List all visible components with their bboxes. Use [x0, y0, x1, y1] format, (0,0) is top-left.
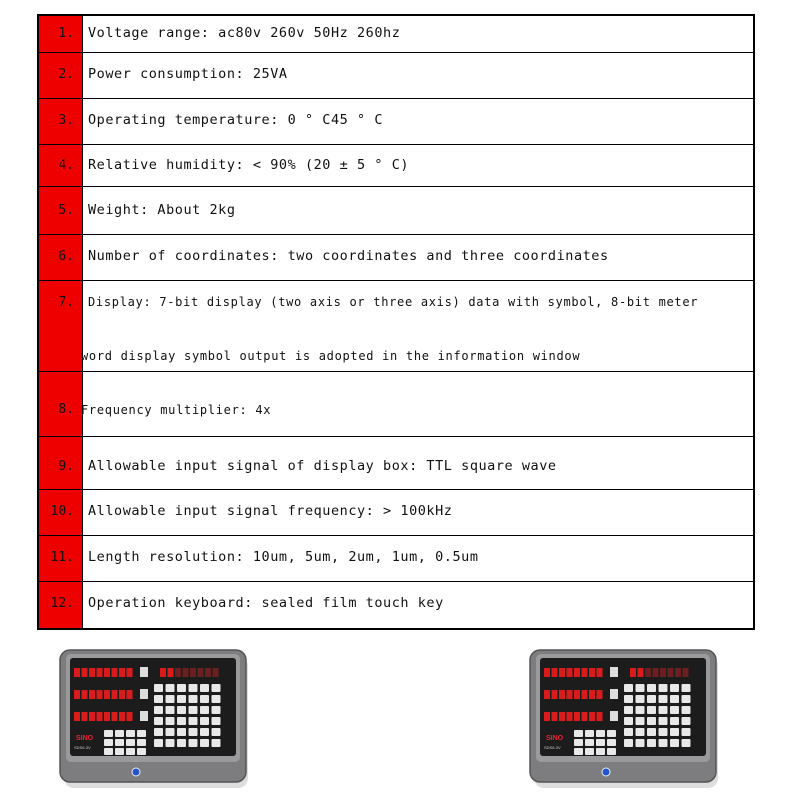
spec-text: Weight: About 2kg [88, 202, 236, 218]
keypad-key [177, 717, 186, 725]
keypad-key [212, 717, 221, 725]
led-digit [119, 668, 125, 677]
row-number-cell [39, 372, 83, 436]
led-digit [559, 712, 565, 721]
axis-key [610, 667, 618, 677]
function-key [115, 730, 124, 737]
led-digit [574, 668, 580, 677]
led-digit [190, 668, 196, 677]
led-digit [675, 668, 681, 677]
function-key [607, 730, 616, 737]
keypad-key [177, 684, 186, 692]
keypad-key [636, 695, 645, 703]
keypad-key [154, 706, 163, 714]
row-number-cell [39, 235, 83, 280]
row-text-cell [83, 536, 753, 581]
led-digit [82, 690, 88, 699]
keypad-key [154, 717, 163, 725]
keypad-key [659, 739, 668, 747]
function-key [574, 739, 583, 746]
function-key [137, 730, 146, 737]
spec-row-3 [39, 99, 753, 145]
keypad-key [636, 739, 645, 747]
spec-row-9 [39, 437, 753, 490]
function-key [574, 748, 583, 755]
function-key [596, 748, 605, 755]
led-digit [89, 690, 95, 699]
led-digit [198, 668, 204, 677]
row-number: 6. [58, 249, 74, 264]
dro-device-image-right [528, 648, 718, 786]
led-digit [112, 668, 118, 677]
row-text-cell [83, 145, 753, 186]
keypad-key [189, 717, 198, 725]
row-number-cell [39, 53, 83, 98]
led-digit [589, 668, 595, 677]
keypad-key [624, 695, 633, 703]
spec-row-12 [39, 582, 753, 628]
function-key [585, 739, 594, 746]
spec-table [37, 14, 755, 630]
led-digit [175, 668, 181, 677]
keypad-key [200, 728, 209, 736]
led-digit [582, 668, 588, 677]
row-number-cell [39, 187, 83, 234]
spec-row-10 [39, 490, 753, 536]
axis-key [610, 711, 618, 721]
led-digit [127, 668, 133, 677]
row-text-cell [83, 99, 753, 144]
keypad-key [189, 695, 198, 703]
row-number-cell [39, 490, 83, 535]
row-number: 1. [58, 26, 74, 41]
keypad-key [636, 728, 645, 736]
led-digit [559, 690, 565, 699]
model-label: SDS6-3V [74, 745, 91, 750]
led-digit [653, 668, 659, 677]
row-number: 7. [58, 295, 74, 310]
spec-text: Frequency multiplier: 4x [81, 403, 272, 417]
row-number: 9. [58, 459, 74, 474]
led-digit [82, 712, 88, 721]
keypad-key [659, 684, 668, 692]
led-digit [630, 668, 636, 677]
keypad-key [670, 717, 679, 725]
led-digit [119, 690, 125, 699]
spec-row-6 [39, 235, 753, 281]
row-number: 11. [50, 550, 74, 565]
led-digit [160, 668, 166, 677]
led-digit [574, 712, 580, 721]
led-digit [205, 668, 211, 677]
function-key [126, 730, 135, 737]
led-digit [97, 690, 103, 699]
keypad-key [682, 684, 691, 692]
keypad-key [624, 706, 633, 714]
led-digit [589, 690, 595, 699]
led-digit [582, 690, 588, 699]
keypad-key [177, 739, 186, 747]
keypad-key [647, 728, 656, 736]
model-label: SDS6-3V [544, 745, 561, 750]
function-key [115, 748, 124, 755]
keypad-key [624, 717, 633, 725]
row-text-cell [83, 235, 753, 280]
led-digit [74, 668, 80, 677]
keypad-key [200, 684, 209, 692]
keypad-key [189, 728, 198, 736]
keypad-key [659, 717, 668, 725]
dro-device-image-left [58, 648, 248, 786]
row-text-cell [83, 582, 753, 628]
function-key [596, 730, 605, 737]
keypad-key [212, 684, 221, 692]
row-number: 12. [50, 596, 74, 611]
keypad-key [670, 684, 679, 692]
spec-row-11 [39, 536, 753, 582]
row-text-cell [83, 490, 753, 535]
spec-text: Display: 7-bit display (two axis or three axis) data with symbol, 8-bit meter [88, 295, 699, 309]
led-digit [567, 668, 573, 677]
spec-text: Power consumption: 25VA [88, 66, 288, 82]
keypad-key [682, 706, 691, 714]
spec-text: Number of coordinates: two coordinates and three coordinates [88, 248, 609, 264]
keypad-key [166, 706, 175, 714]
keypad-key [636, 684, 645, 692]
spec-row-4 [39, 145, 753, 187]
led-digit [567, 712, 573, 721]
row-number: 4. [58, 158, 74, 173]
logo-badge [132, 768, 140, 776]
keypad-key [212, 706, 221, 714]
keypad-key [166, 728, 175, 736]
spec-text: Operation keyboard: sealed film touch key [88, 595, 444, 611]
led-digit [89, 668, 95, 677]
keypad-key [670, 695, 679, 703]
keypad-key [682, 739, 691, 747]
keypad-key [624, 728, 633, 736]
function-key [574, 730, 583, 737]
row-text-cell [83, 372, 753, 436]
led-digit [559, 668, 565, 677]
led-digit [213, 668, 219, 677]
spec-row-2 [39, 53, 753, 99]
keypad-key [659, 695, 668, 703]
led-digit [683, 668, 689, 677]
keypad-key [212, 728, 221, 736]
brand-label: SINO [546, 735, 564, 742]
keypad-key [166, 684, 175, 692]
led-digit [567, 690, 573, 699]
keypad-key [624, 684, 633, 692]
led-digit [544, 690, 550, 699]
led-digit [127, 712, 133, 721]
axis-key [140, 667, 148, 677]
keypad-key [647, 706, 656, 714]
row-text-cell [83, 53, 753, 98]
led-digit [552, 690, 558, 699]
led-digit [119, 712, 125, 721]
keypad-key [177, 728, 186, 736]
spec-text: Length resolution: 10um, 5um, 2um, 1um, 0.5um [88, 549, 479, 565]
function-key [104, 739, 113, 746]
led-digit [127, 690, 133, 699]
keypad-key [166, 695, 175, 703]
function-key [596, 739, 605, 746]
spec-text: Allowable input signal frequency: > 100kHz [88, 503, 453, 519]
keypad-key [200, 739, 209, 747]
function-key [115, 739, 124, 746]
led-digit [597, 668, 603, 677]
keypad-key [212, 739, 221, 747]
keypad-key [189, 706, 198, 714]
keypad-key [154, 684, 163, 692]
led-digit [112, 690, 118, 699]
led-digit [104, 668, 110, 677]
row-number-cell [39, 281, 83, 371]
axis-key [140, 689, 148, 699]
led-digit [544, 712, 550, 721]
led-digit [597, 690, 603, 699]
row-number: 5. [58, 203, 74, 218]
led-digit [74, 712, 80, 721]
row-text-cell [83, 187, 753, 234]
keypad-key [154, 728, 163, 736]
led-digit [668, 668, 674, 677]
led-digit [660, 668, 666, 677]
spec-row-8 [39, 372, 753, 437]
led-digit [582, 712, 588, 721]
keypad-key [154, 739, 163, 747]
led-digit [104, 690, 110, 699]
axis-key [140, 711, 148, 721]
keypad-key [682, 717, 691, 725]
led-digit [74, 690, 80, 699]
row-text-cell [83, 281, 753, 371]
led-digit [82, 668, 88, 677]
spec-row-5 [39, 187, 753, 235]
led-digit [112, 712, 118, 721]
function-key [137, 748, 146, 755]
keypad-key [682, 728, 691, 736]
function-key [137, 739, 146, 746]
row-number-cell [39, 99, 83, 144]
led-digit [552, 668, 558, 677]
row-text-cell [83, 16, 753, 52]
row-number: 2. [58, 67, 74, 82]
row-number: 8. [58, 402, 74, 417]
brand-label: SINO [76, 735, 94, 742]
spec-text: Allowable input signal of display box: TTL square wave [88, 458, 557, 474]
function-key [607, 739, 616, 746]
led-digit [183, 668, 189, 677]
row-number-cell [39, 437, 83, 489]
row-number: 3. [58, 113, 74, 128]
function-key [585, 748, 594, 755]
keypad-key [200, 706, 209, 714]
keypad-key [659, 706, 668, 714]
keypad-key [636, 717, 645, 725]
led-digit [544, 668, 550, 677]
function-key [126, 748, 135, 755]
keypad-key [177, 706, 186, 714]
led-digit [645, 668, 651, 677]
function-key [104, 748, 113, 755]
led-digit [97, 668, 103, 677]
row-number: 10. [50, 504, 74, 519]
keypad-key [659, 728, 668, 736]
function-key [607, 748, 616, 755]
keypad-key [624, 739, 633, 747]
keypad-key [636, 706, 645, 714]
keypad-key [154, 695, 163, 703]
spec-text: Relative humidity: < 90% (20 ± 5 ° C) [88, 157, 410, 173]
led-digit [552, 712, 558, 721]
keypad-key [647, 717, 656, 725]
keypad-key [212, 695, 221, 703]
function-key [104, 730, 113, 737]
keypad-key [200, 695, 209, 703]
led-digit [597, 712, 603, 721]
led-digit [589, 712, 595, 721]
keypad-key [189, 684, 198, 692]
spec-text-continued: word display symbol output is adopted in the information window [81, 349, 581, 363]
logo-badge [602, 768, 610, 776]
row-number-cell [39, 536, 83, 581]
led-digit [638, 668, 644, 677]
row-text-cell [83, 437, 753, 489]
spec-row-1 [39, 16, 753, 53]
led-digit [574, 690, 580, 699]
led-digit [89, 712, 95, 721]
led-digit [168, 668, 174, 677]
spec-text: Voltage range: ac80v 260v 50Hz 260hz [88, 25, 401, 41]
keypad-key [647, 684, 656, 692]
led-digit [104, 712, 110, 721]
spec-text: Operating temperature: 0 ° C45 ° C [88, 112, 384, 128]
led-digit [97, 712, 103, 721]
row-number-cell [39, 16, 83, 52]
keypad-key [200, 717, 209, 725]
keypad-key [177, 695, 186, 703]
row-number-cell [39, 145, 83, 186]
keypad-key [682, 695, 691, 703]
keypad-key [670, 739, 679, 747]
keypad-key [670, 728, 679, 736]
keypad-key [647, 695, 656, 703]
function-key [126, 739, 135, 746]
row-number-cell [39, 582, 83, 628]
axis-key [610, 689, 618, 699]
keypad-key [670, 706, 679, 714]
spec-row-7 [39, 281, 753, 372]
keypad-key [166, 739, 175, 747]
keypad-key [647, 739, 656, 747]
function-key [585, 730, 594, 737]
keypad-key [189, 739, 198, 747]
keypad-key [166, 717, 175, 725]
